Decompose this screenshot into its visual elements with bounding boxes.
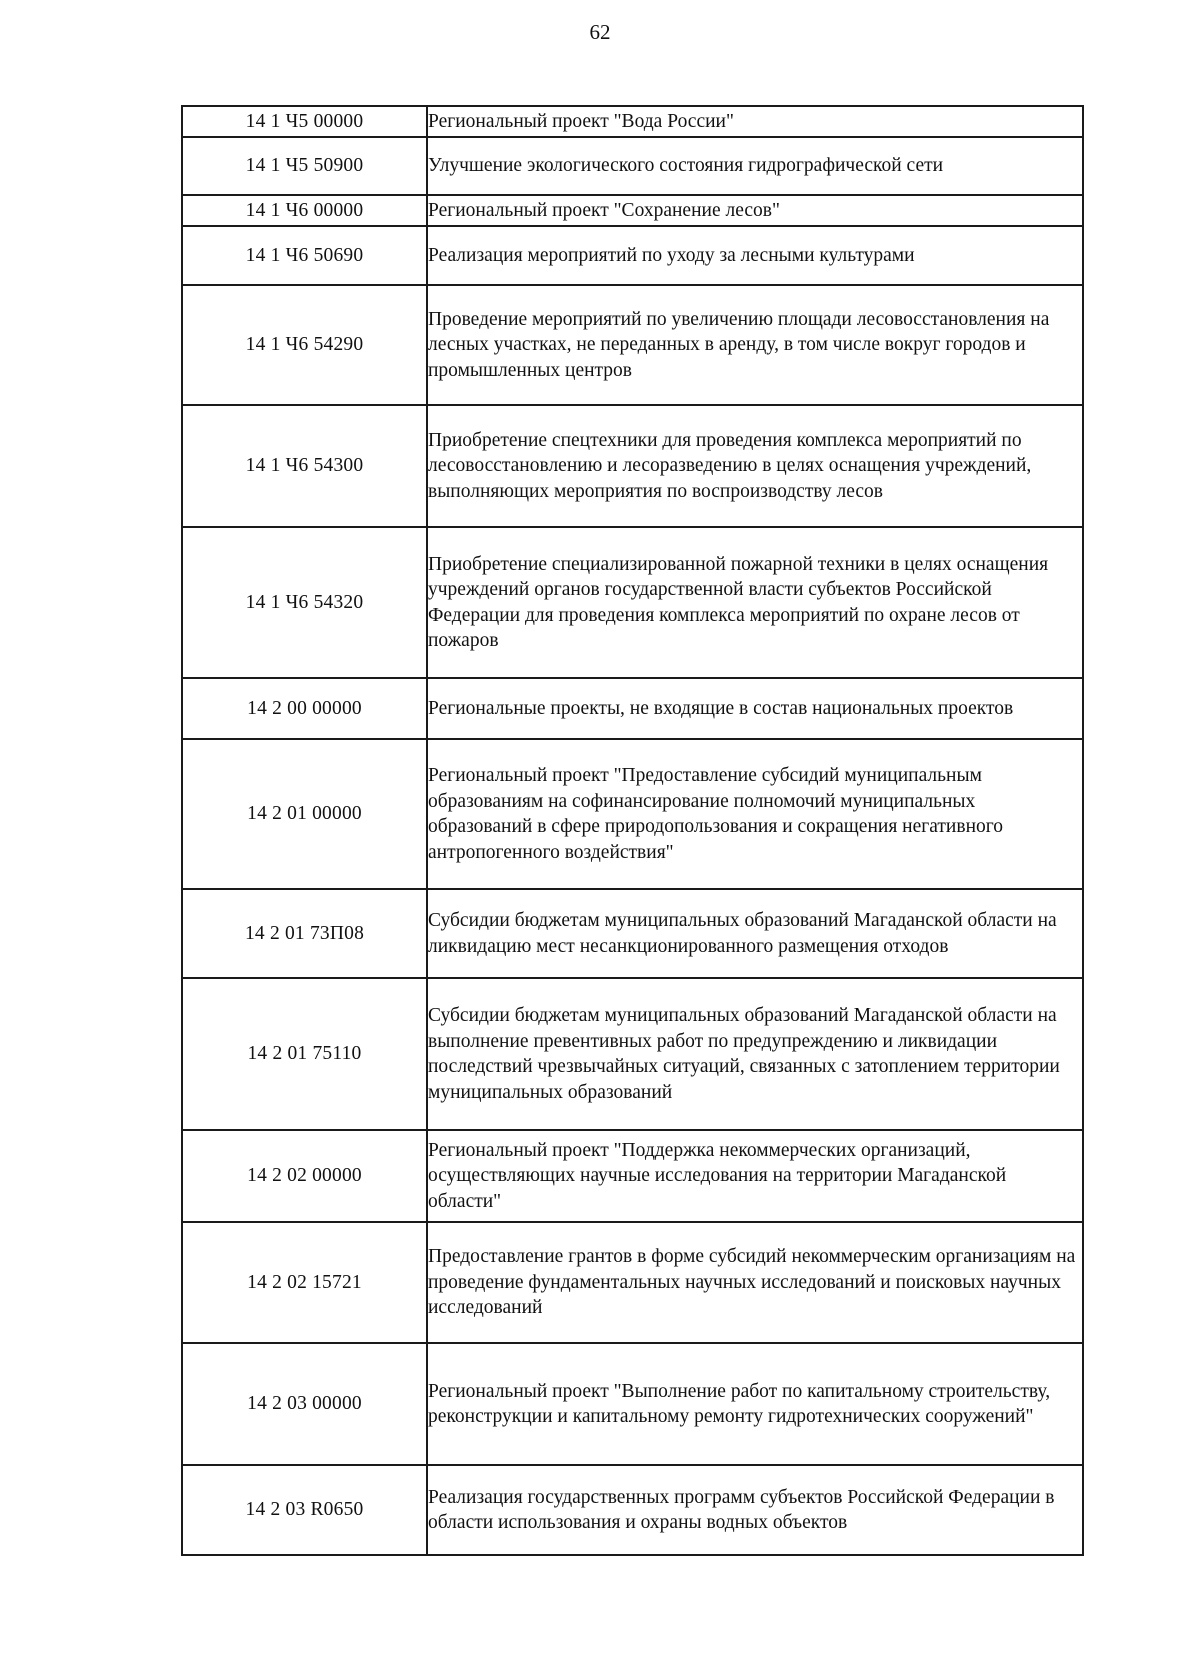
code-cell: 14 1 Ч6 54320 — [182, 527, 427, 678]
name-text: Улучшение экологического состояния гидрографической сети — [428, 155, 944, 177]
table-row — [182, 106, 1083, 137]
name-text: Региональный проект "Сохранение лесов" — [428, 199, 780, 221]
code-cell: 14 2 01 73П08 — [182, 889, 427, 978]
name-text: Проведение мероприятий по увеличению площади лесовосстановления на лесных участках, не переданных в аренду, в том числе вокруг городов и промышленных центров — [428, 308, 1050, 381]
name-text: Субсидии бюджетам муниципальных образований Магаданской области на выполнение превентивных работ по предупреждению и ликвидации последствий чрезвычайных ситуаций, связанных с затоплением территории муниципальных образований — [428, 1005, 1060, 1103]
code-cell: 14 2 02 15721 — [182, 1222, 427, 1343]
table-row — [182, 739, 1083, 889]
name-cell — [427, 106, 1083, 137]
page-number: 62 — [589, 20, 611, 44]
code-cell: 14 1 Ч5 00000 — [182, 106, 427, 137]
name-text: Региональный проект "Поддержка некоммерческих организаций, осуществляющих научные исследования на территории Магаданской области" — [428, 1139, 1007, 1212]
name-cell — [427, 678, 1083, 739]
name-cell — [427, 1343, 1083, 1465]
code-cell: 14 2 00 00000 — [182, 678, 427, 739]
name-text: Региональные проекты, не входящие в состав национальных проектов — [428, 697, 1014, 719]
name-cell — [427, 226, 1083, 285]
table-row — [182, 285, 1083, 405]
table-row — [182, 405, 1083, 527]
name-cell — [427, 978, 1083, 1130]
name-text: Реализация мероприятий по уходу за лесными культурами — [428, 244, 915, 266]
name-cell — [427, 195, 1083, 226]
table-row — [182, 527, 1083, 678]
budget-classification-table — [181, 105, 1084, 1556]
table-row — [182, 1343, 1083, 1465]
code-cell: 14 1 Ч6 00000 — [182, 195, 427, 226]
name-text: Субсидии бюджетам муниципальных образований Магаданской области на ликвидацию мест несанкционированного размещения отходов — [428, 910, 1057, 957]
code-cell: 14 2 02 00000 — [182, 1130, 427, 1222]
code-cell: 14 2 01 00000 — [182, 739, 427, 889]
name-text: Региональный проект "Выполнение работ по капитальному строительству, реконструкции и капитальному ремонту гидротехнических сооружений" — [428, 1380, 1051, 1427]
name-cell — [427, 1222, 1083, 1343]
name-text: Региональный проект "Предоставление субсидий муниципальным образованиям на софинансирование полномочий муниципальных образований в сфере природопользования и сокращения негативного антропогенного воздействия" — [428, 765, 1004, 863]
code-cell: 14 2 01 75110 — [182, 978, 427, 1130]
code-cell: 14 2 03 R0650 — [182, 1465, 427, 1555]
name-text: Реализация государственных программ субъектов Российской Федерации в области использования и охраны водных объектов — [428, 1486, 1055, 1533]
name-cell — [427, 285, 1083, 405]
name-cell — [427, 739, 1083, 889]
code-cell: 14 1 Ч5 50900 — [182, 137, 427, 195]
table-row — [182, 226, 1083, 285]
name-cell — [427, 889, 1083, 978]
name-cell — [427, 1130, 1083, 1222]
table-row — [182, 889, 1083, 978]
name-cell — [427, 405, 1083, 527]
name-text: Предоставление грантов в форме субсидий некоммерческим организациям на проведение фундаментальных научных исследований и поисковых научных исследований — [428, 1246, 1076, 1319]
table-row — [182, 1222, 1083, 1343]
name-cell — [427, 137, 1083, 195]
code-cell: 14 1 Ч6 54300 — [182, 405, 427, 527]
table-row — [182, 137, 1083, 195]
code-cell: 14 2 03 00000 — [182, 1343, 427, 1465]
table-row — [182, 1465, 1083, 1555]
name-text: Приобретение спецтехники для проведения комплекса мероприятий по лесовосстановлению и лесоразведению в целях оснащения учреждений, выполняющих мероприятия по воспроизводству лесов — [428, 429, 1032, 502]
code-cell: 14 1 Ч6 50690 — [182, 226, 427, 285]
name-text: Приобретение специализированной пожарной техники в целях оснащения учреждений органов государственной власти субъектов Российской Федерации для проведения комплекса мероприятий по охране лесов от пожаров — [428, 553, 1049, 651]
table-row — [182, 195, 1083, 226]
name-text: Региональный проект "Вода России" — [428, 110, 734, 132]
table-row — [182, 978, 1083, 1130]
code-cell: 14 1 Ч6 54290 — [182, 285, 427, 405]
table-row — [182, 1130, 1083, 1222]
name-cell — [427, 527, 1083, 678]
name-cell — [427, 1465, 1083, 1555]
table-row — [182, 678, 1083, 739]
